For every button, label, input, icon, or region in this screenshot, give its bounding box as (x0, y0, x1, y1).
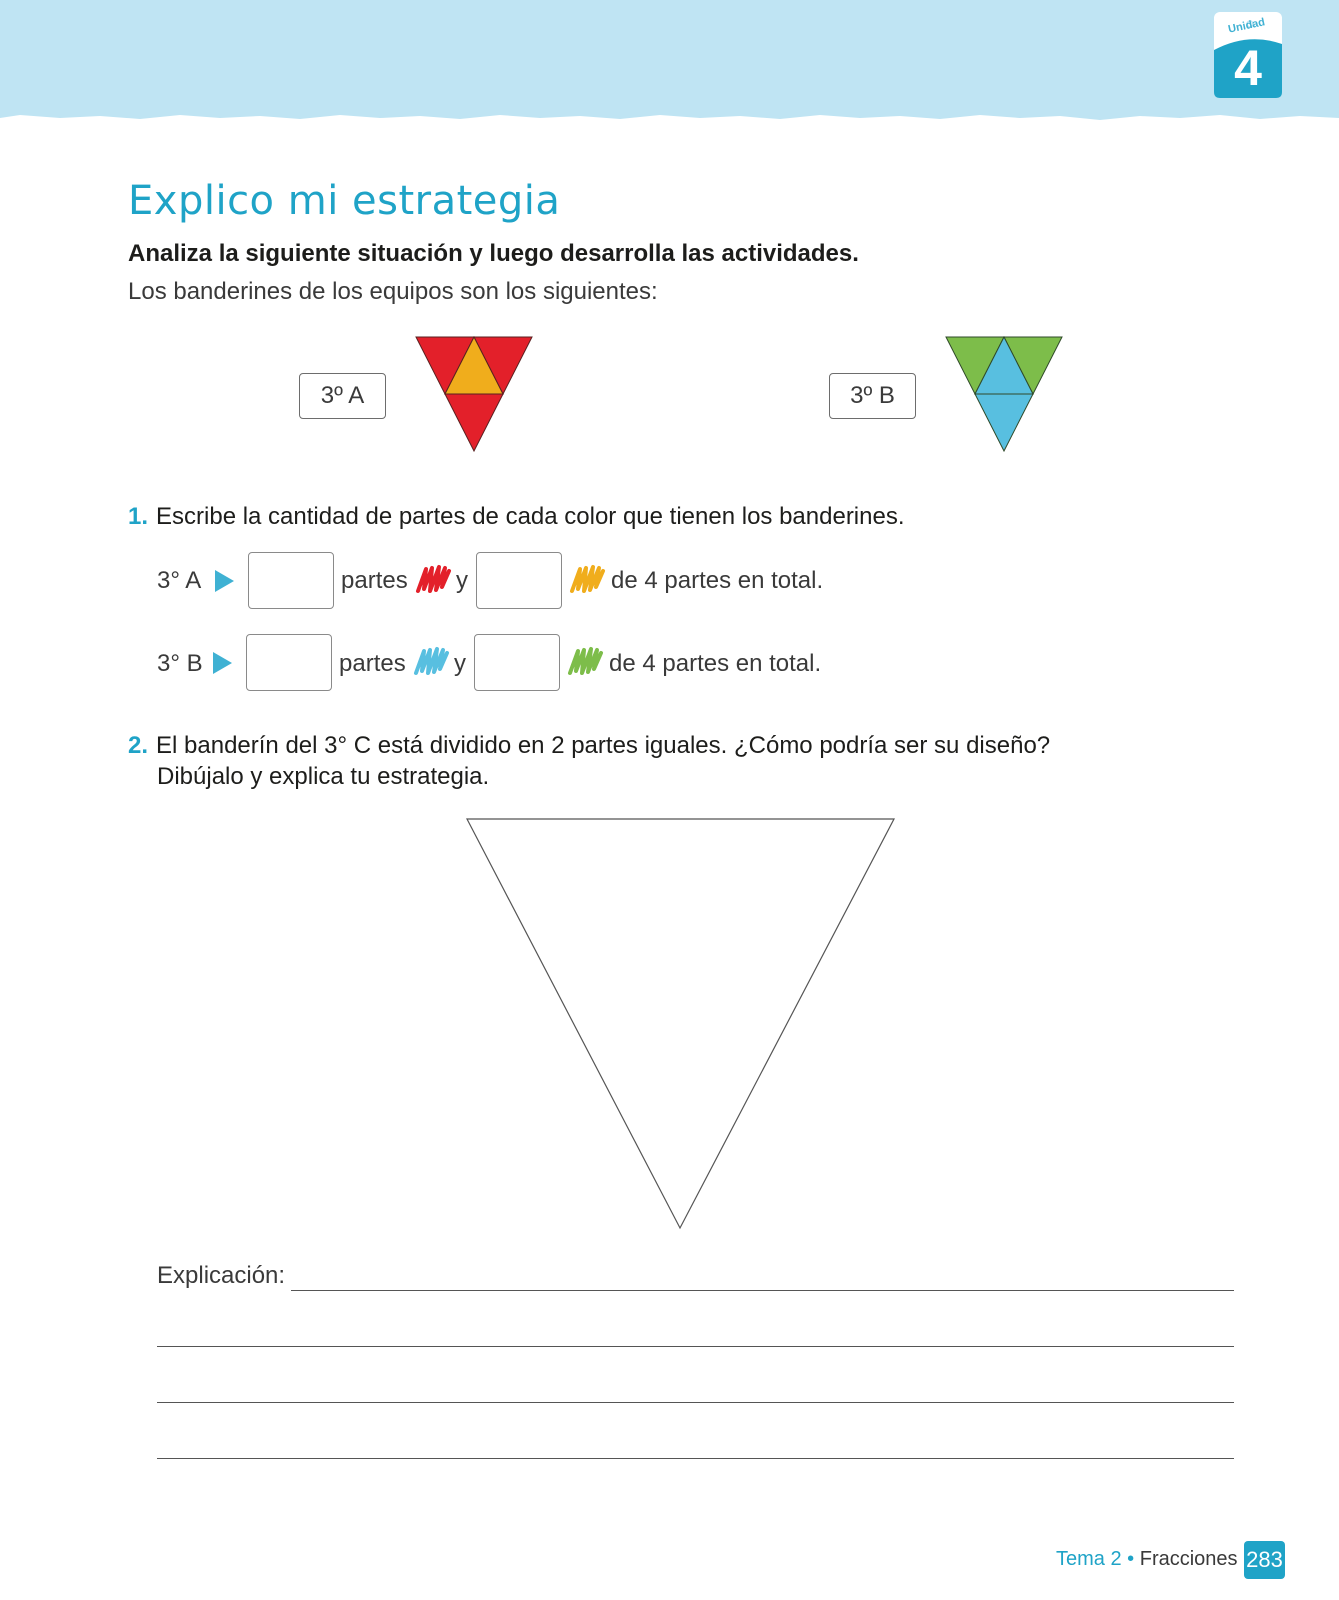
answer-box-3b-blue[interactable] (246, 634, 332, 691)
explanation-line-2[interactable] (157, 1346, 1234, 1347)
partes-label: partes (339, 650, 406, 677)
partes-label: partes (341, 567, 408, 594)
question-1 (128, 500, 905, 534)
flag-label-3a: 3º A (299, 373, 386, 419)
header-band (0, 0, 1339, 125)
footer-dot: • (1127, 1548, 1135, 1570)
section-title: Explico mi estrategia (128, 178, 561, 224)
footer-topic (1056, 1548, 1238, 1571)
unit-number: 4 (1234, 40, 1262, 96)
explanation-line-4[interactable] (157, 1458, 1234, 1459)
question-2 (128, 729, 1050, 763)
instruction-text: Analiza la siguiente situación y luego desarrolla las actividades. (128, 240, 859, 267)
drawing-triangle[interactable] (466, 818, 896, 1230)
question-1-number: 1. (128, 503, 149, 530)
footer-tema: Tema 2 (1056, 1548, 1122, 1570)
explanation-line-1[interactable] (291, 1290, 1234, 1291)
flag-3a (414, 335, 536, 455)
explanation-label: Explicación: (157, 1262, 286, 1289)
question-2-text: El banderín del 3° C está dividido en 2 partes iguales. ¿Cómo podría ser su diseño? (156, 732, 1051, 759)
row-label-3a: 3° A (157, 567, 202, 594)
y-label: y (456, 567, 468, 594)
row-tail-3b: de 4 partes en total. (609, 650, 822, 677)
play-arrow-icon (213, 652, 232, 674)
answer-box-3a-red[interactable] (248, 552, 334, 609)
flag-label-3b: 3º B (829, 373, 916, 419)
row-tail-3a: de 4 partes en total. (611, 567, 824, 594)
yellow-scribble-icon (568, 563, 606, 597)
footer-topic-name: Fracciones (1139, 1548, 1238, 1570)
unit-word: Unidad (1227, 16, 1267, 36)
y-label: y (454, 650, 466, 677)
row-label-3b: 3° B (157, 650, 203, 677)
flag-3b (944, 335, 1066, 455)
answer-box-3b-green[interactable] (474, 634, 560, 691)
green-scribble-icon (566, 645, 604, 679)
blue-scribble-icon (412, 645, 450, 679)
question-1-text: Escribe la cantidad de partes de cada color que tienen los banderines. (156, 503, 905, 530)
intro-text: Los banderines de los equipos son los siguientes: (128, 278, 658, 305)
red-scribble-icon (414, 563, 452, 597)
question-2-text-continued: Dibújalo y explica tu estrategia. (157, 763, 490, 790)
answer-box-3a-yellow[interactable] (476, 552, 562, 609)
play-arrow-icon (215, 570, 234, 592)
explanation-line-3[interactable] (157, 1402, 1234, 1403)
question-2-number: 2. (128, 732, 149, 759)
page-number: 283 (1244, 1541, 1285, 1579)
